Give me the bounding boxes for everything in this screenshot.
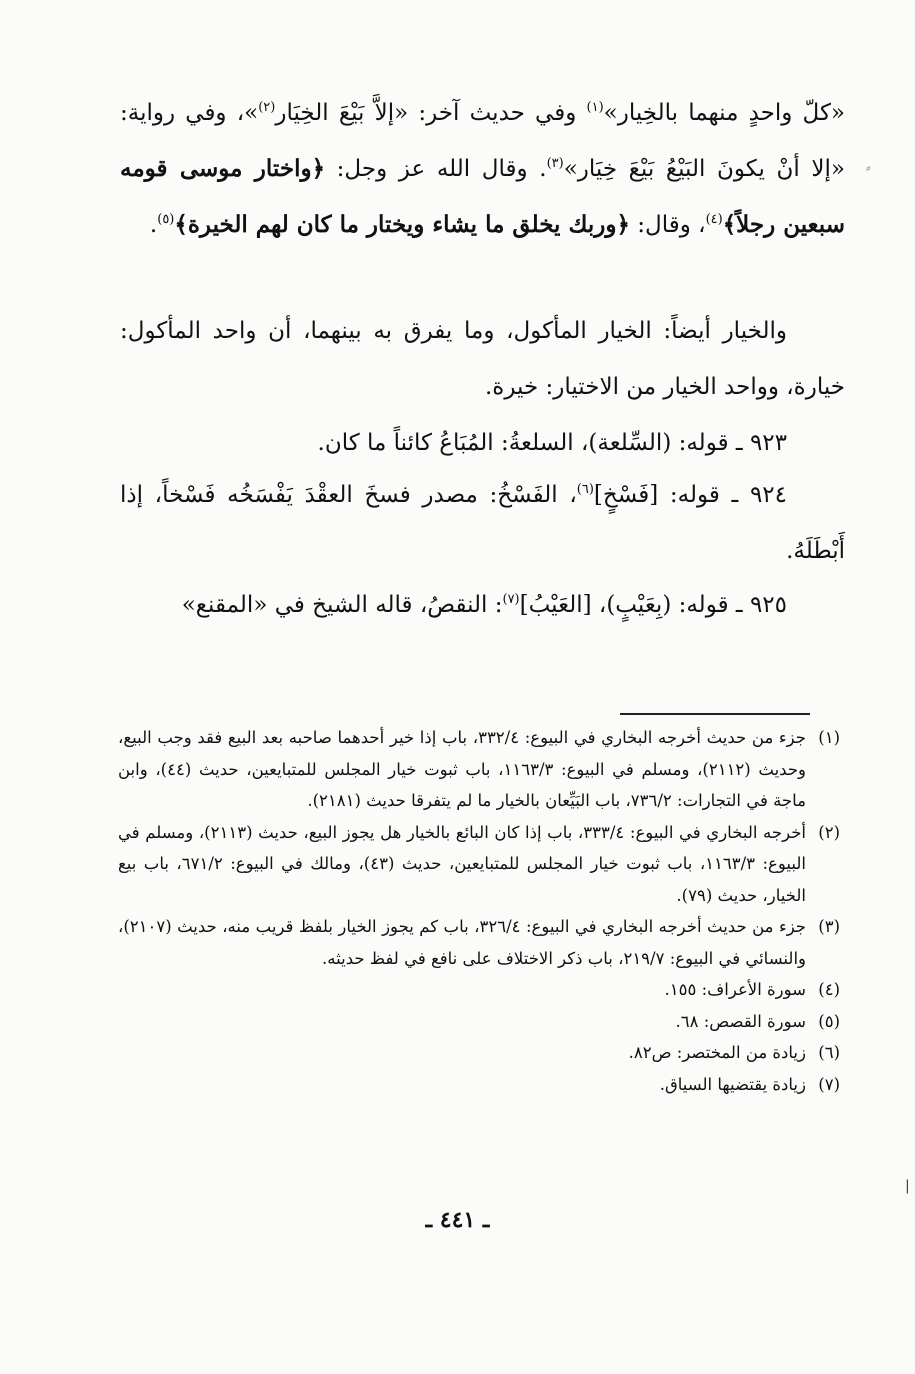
text-run: وفي حديث آخر: «إلاَّ بَيْعَ الخِيَار: [275, 100, 587, 126]
footnote-number: (٥): [818, 1011, 840, 1031]
footnote: [118, 1037, 840, 1069]
footnote-ref-6[interactable]: (٦): [576, 482, 594, 497]
text-run: . وقال الله عز وجل:: [325, 156, 547, 182]
footnote-text: سورة القصص: ٦٨.: [675, 1011, 806, 1031]
quran-quote-2: ﴿وربك يخلق ما يشاء ويختار ما كان لهم الخيرة﴾: [174, 211, 630, 238]
footnote-ref-4[interactable]: (٤): [705, 212, 723, 227]
entry-925: [120, 577, 845, 633]
scan-edge-mark: |: [905, 1178, 910, 1194]
footnote-ref-5[interactable]: (٥): [157, 212, 175, 227]
footnotes: [118, 722, 840, 1100]
paragraph-hadith: [120, 85, 845, 253]
footnote-number: (٦): [818, 1043, 840, 1062]
footnote: [118, 1069, 840, 1101]
footnote-text: سورة الأعراف: ١٥٥.: [664, 980, 806, 999]
footnote-text: زيادة يقتضيها السياق.: [659, 1074, 806, 1094]
footnote-text: جزء من حديث أخرجه البخاري في البيوع: ٣٢٦/٤، باب كم يجوز الخيار بلفظ قريب منه، حديث (٢١٠٧)، والنسائي في البيوع: ٢١٩/٧، باب ذكر الاختلاف على نافع في لفظ حديثه.: [118, 917, 807, 968]
footnote-number: (٤): [818, 980, 840, 999]
margin-mark: ⸗: [866, 160, 871, 176]
text-run: «كلّ واحدٍ منهما بالخِيار»: [603, 100, 845, 126]
text-run: ، الفَسْخُ: مصدر فسخَ العقْدَ يَفْسَخُه فَسْخاً، إذا أَبْطَلَهُ.: [120, 482, 845, 564]
footnote-number: (٣): [818, 917, 840, 936]
footnote-number: (٧): [818, 1074, 840, 1094]
text-run: ٩٢٥ ـ قوله: (بِعَيْبٍ)، [العَيْبُ]: [519, 592, 787, 618]
text-run: ، وقال:: [629, 212, 706, 238]
footnote-ref-7[interactable]: (٧): [502, 592, 520, 607]
footnote-text: أخرجه البخاري في البيوع: ٣٣٣/٤، باب إذا كان البائع بالخيار هل يجوز البيع، حديث (٢١١٣)، ومسلم في البيوع: ١١٦٣/٣، باب ثبوت خيار المجلس للمتبايعين، حديث (٤٣)، ومالك في البيوع: ٦٧١/٢، باب بيع الخيار، حديث (٧٩).: [118, 822, 806, 905]
footnote-number: (١): [818, 728, 840, 747]
footnote: [118, 817, 840, 912]
page-number: ـ ٤٤١ ـ: [425, 1207, 490, 1233]
footnote-text: جزء من حديث أخرجه البخاري في البيوع: ٣٣٢/٤، باب إذا خير أحدهما صاحبه بعد البيع فقد وجب البيع، وحديث (٢١١٢)، ومسلم في البيوع: ١١٦٣/٣، باب ثبوت خيار المجلس للمتبايعين، حديث (٤٤)، وابن ماجة في التجارات: ٧٣٦/٢، باب البَيِّعان بالخيار ما لم يتفرقا حديث (٢١٨١).: [118, 728, 807, 810]
footnote-number: (٢): [818, 822, 840, 842]
footnote-text: زيادة من المختصر: ص٨٢.: [628, 1043, 806, 1062]
entry-924: [120, 467, 845, 579]
text-run: »، وفي رواية: «إلا أنْ يكونَ البَيْعُ بَيْعَ خِيَار»: [120, 100, 845, 182]
footnote: [118, 911, 840, 974]
footnote: [118, 722, 840, 817]
footnote-ref-3[interactable]: (٣): [546, 156, 564, 171]
quran-quote-1: ﴿واختار موسى قومه سبعين رجلاً﴾: [120, 155, 845, 238]
footnote: [118, 1006, 840, 1038]
text-run: .: [149, 212, 158, 238]
text-run: ٩٢٤ ـ قوله: [فَسْخٍ]: [593, 482, 787, 508]
entry-923: ٩٢٣ ـ قوله: (السِّلعة)، السلعةُ: المُبَاعُ كائناً ما كان.: [317, 430, 787, 456]
footnote-ref-1[interactable]: (١): [586, 100, 604, 115]
footnote-separator: [620, 713, 810, 715]
text-run: : النقصُ، قاله الشيخ في «المقنع»: [181, 592, 503, 618]
paragraph-khiyar: والخيار أيضاً: الخيار المأكول، وما يفرق به بينهما، أن واحد المأكول: خيارة، وواحد الخيار من الاختيار: خيرة.: [120, 318, 845, 400]
footnote: [118, 974, 840, 1006]
footnote-ref-2[interactable]: (٢): [258, 100, 276, 115]
